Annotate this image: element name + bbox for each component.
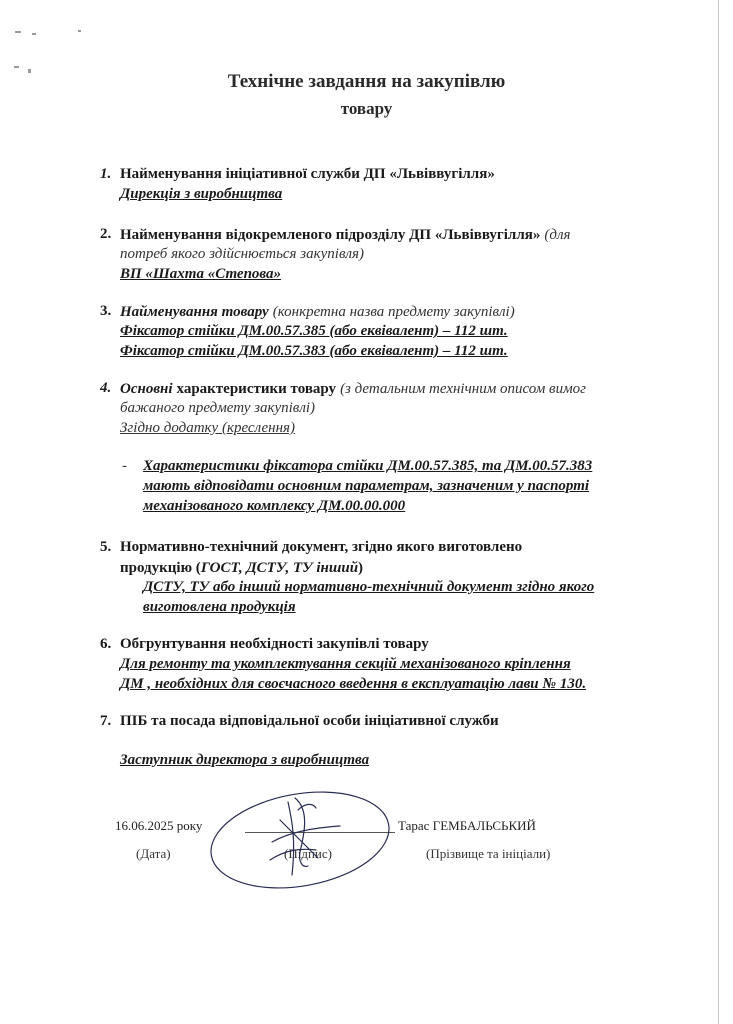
bullet-text: механізованого комплексу ДМ.00.00.000 [143,498,406,514]
item-heading: ПІБ та посада відповідальної особи ініціативної служби [120,713,499,729]
item-value: ДМ , необхідних для своєчасного введення в експлуатацію лави № 130. [120,676,587,692]
page-subtitle: товару [340,99,393,118]
item-value: Фіксатор стійки ДМ.00.57.383 (або еквівалент) – 112 шт. [120,343,508,359]
item-value: ВП «Шахта «Степова» [120,266,282,282]
item-heading-line [120,226,570,244]
scan-speck [15,31,21,33]
item-heading-note: бажаного предмету закупівлі) [120,400,316,416]
scan-speck [78,30,81,32]
page-title: Технічне завдання на закупівлю [227,71,506,92]
item-number: 1. [100,166,112,182]
scan-speck [14,66,19,68]
item-heading: Найменування ініціативної служби ДП «Львіввугілля» [120,166,495,182]
item-value: Фіксатор стійки ДМ.00.57.385 (або еквівалент) – 112 шт. [120,323,508,339]
item-heading-line [120,559,363,577]
signatory-name: Тарас ГЕМБАЛЬСЬКИЙ [398,818,536,833]
item-number: 4. [100,380,112,396]
item-heading: Основні [120,381,173,397]
item-value: Дирекція з виробництва [120,186,283,202]
item-number: 5. [100,539,112,555]
bullet-text: мають відповідати основним параметрам, зазначеним у паспорті [143,478,590,494]
name-caption: (Прізвище та ініціали) [426,846,551,861]
item-heading-note: (для [544,227,571,243]
item-heading-line [120,380,586,398]
item-heading: характеристики товару [176,381,337,397]
item-heading: продукцію ( [120,560,201,576]
item-number: 6. [100,636,112,652]
item-heading: Найменування відокремленого підрозділу ДП «Львіввугілля» [120,227,541,243]
scan-speck [32,33,36,35]
item-number: 3. [100,303,112,319]
item-value: Заступник директора з виробництва [120,752,370,768]
item-heading-note: (конкретна назва предмету закупівлі) [272,304,515,320]
item-value: ДСТУ, ТУ або інший нормативно-технічний документ згідно якого [143,579,595,595]
item-heading-line [120,303,515,321]
item-heading: Обгрунтування необхідності закупівлі товару [120,636,429,652]
signature-stroke [288,802,294,875]
item-number: 7. [100,713,112,729]
scan-edge-line [718,0,719,1024]
bullet-text: Характеристики фіксатора стійки ДМ.00.57.385, та ДМ.00.57.383 [143,458,593,474]
item-heading-note: (з детальним технічним описом вимог [340,381,586,397]
item-value: виготовлена продукція [143,599,296,615]
item-heading: Нормативно-технічний документ, згідно якого виготовлено [120,539,523,555]
item-value: Для ремонту та укомплектування секцій механізованого кріплення [120,656,571,672]
item-heading: ) [358,560,364,576]
item-number: 2. [100,226,112,242]
signature-oval [203,780,396,895]
handwritten-signature [200,780,400,895]
item-value: Згідно додатку (креслення) [120,420,296,436]
signature-stroke [272,826,340,842]
item-heading-standards: ГОСТ, ДСТУ, ТУ інший [200,560,359,576]
signature-caption: (Підпис) [284,846,332,861]
bullet-dash: - [122,458,127,474]
signature-date: 16.06.2025 року [115,818,203,833]
item-heading-note: потреб якого здійснюється закупівля) [120,246,364,262]
item-heading: Найменування товару [120,304,269,320]
date-caption: (Дата) [136,846,171,861]
